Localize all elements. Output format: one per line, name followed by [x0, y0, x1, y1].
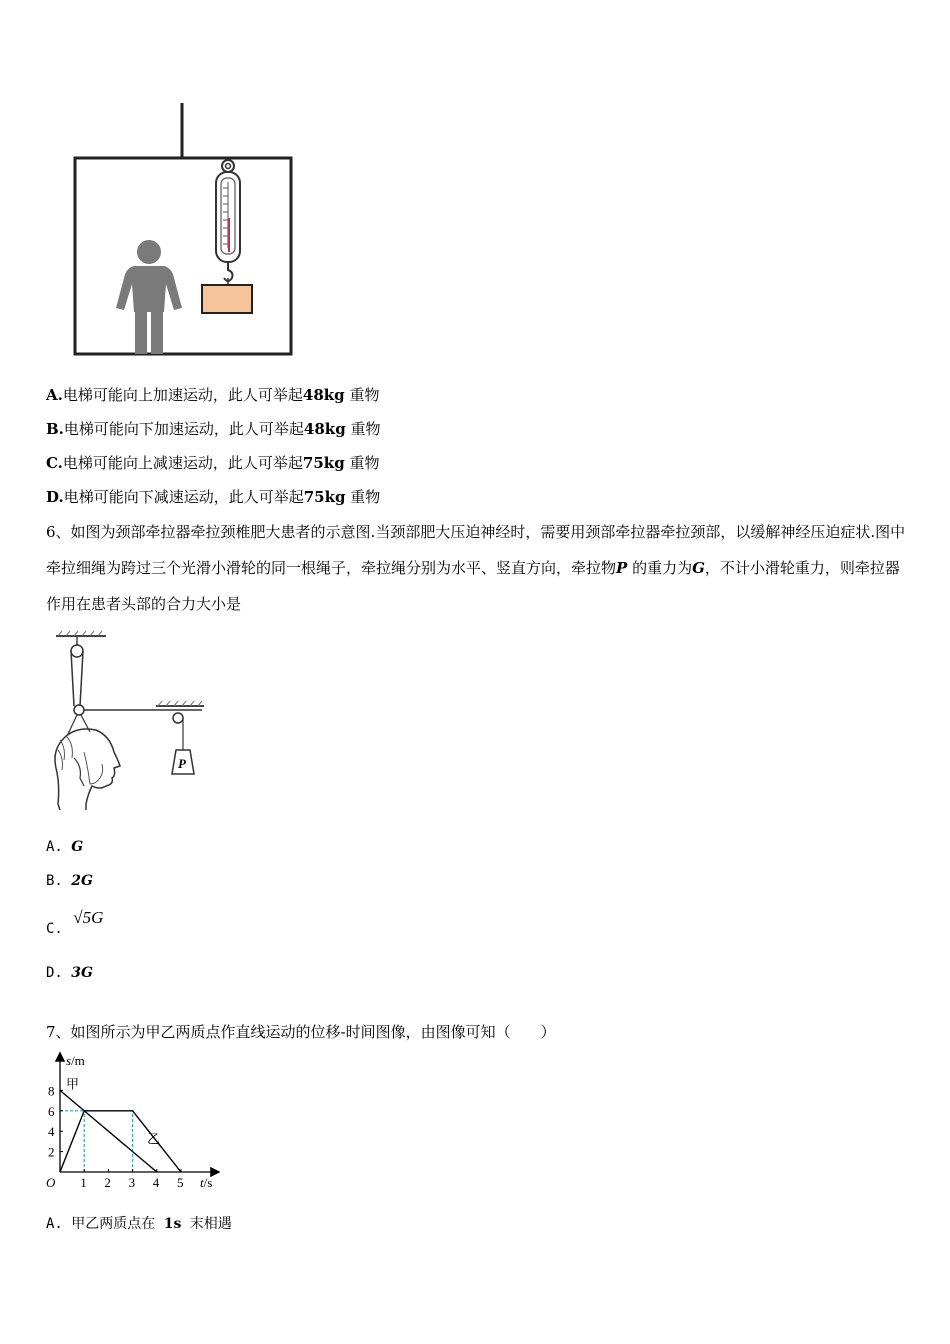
y-tick-label: 8 — [48, 1083, 55, 1099]
elevator-figure — [60, 100, 310, 365]
series-line-0 — [60, 1090, 157, 1172]
weight-label: P — [178, 756, 186, 771]
sqrt5-g: √5G — [73, 908, 104, 927]
q6-option-c: C. √5G — [46, 908, 104, 937]
x-tick-label: 4 — [152, 1175, 160, 1190]
x-axis-label: t/s — [200, 1175, 213, 1190]
x-tick-label: 1 — [80, 1175, 87, 1190]
q7-option-a: A. 甲乙两质点在 1s 末相遇 — [46, 1216, 232, 1232]
origin-label: O — [46, 1175, 56, 1190]
q5-option-c: C.电梯可能向上减速运动，此人可举起75kg 重物 — [46, 454, 380, 472]
q7-stem: 7、如图所示为甲乙两质点作直线运动的位移-时间图像，由图像可知（ ） — [46, 1023, 556, 1041]
series-label-0: 甲 — [66, 1076, 80, 1092]
q6-stem: 6、如图为颈部牵拉器牵拉颈椎肥大患者的示意图.当颈部肥大压迫神经时，需要用颈部牵拉器牵拉颈部，以缓解神经压迫症状.图中牵拉细绳为跨过三个光滑小滑轮的同一根绳子，牵拉绳分别为水平、竖直方向，牵拉物P 的重力为G，不计小滑轮重力，则牵拉器作用在患者头部的合力大小是 — [46, 523, 906, 613]
q5-option-a: A.电梯可能向上加速运动，此人可举起48kg 重物 — [46, 386, 380, 404]
q6-option-d: D. 3G — [46, 965, 93, 981]
q5-option-d: D.电梯可能向下减速运动，此人可举起75kg 重物 — [46, 488, 381, 506]
neck-traction-figure — [44, 628, 214, 818]
x-tick-label: 2 — [104, 1175, 111, 1190]
q6-option-a: A. G — [46, 839, 84, 855]
s-t-chart — [40, 1048, 230, 1193]
x-tick-label: 5 — [177, 1175, 184, 1190]
q5-option-b: B.电梯可能向下加速运动，此人可举起48kg 重物 — [46, 420, 381, 438]
x-tick-label: 3 — [128, 1175, 136, 1190]
y-tick-label: 6 — [48, 1103, 55, 1119]
y-tick-label: 2 — [48, 1144, 55, 1160]
q6-option-b: B. 2G — [46, 873, 93, 889]
series-label-1: 乙 — [147, 1131, 161, 1147]
y-tick-label: 4 — [48, 1124, 55, 1140]
y-axis-label: s/m — [66, 1053, 85, 1068]
